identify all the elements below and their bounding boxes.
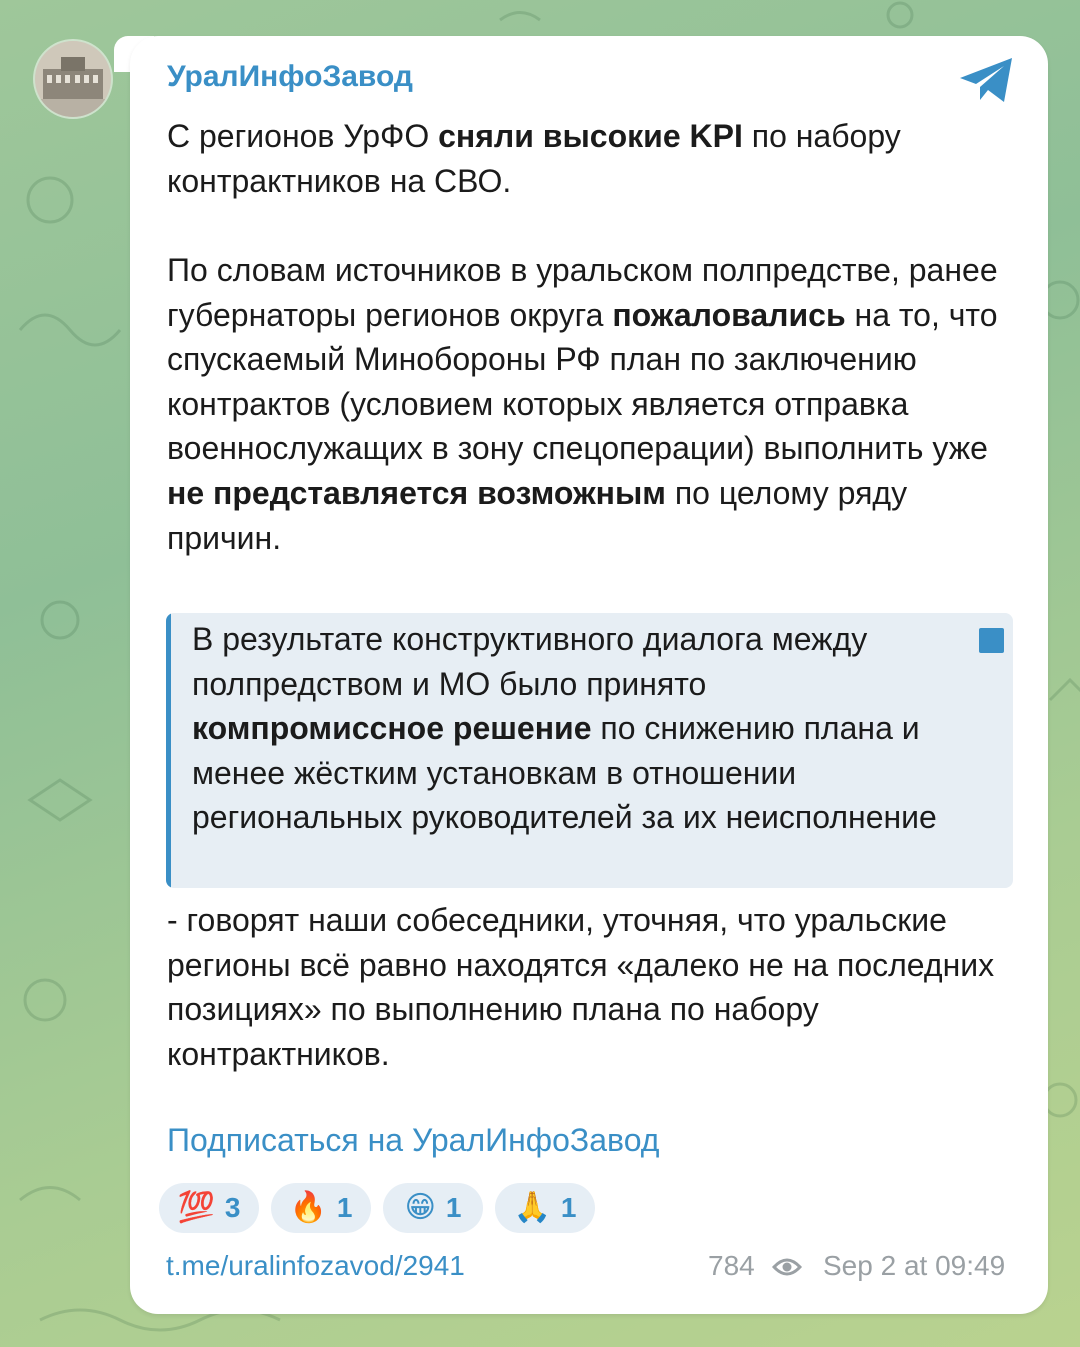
text-run: по набору контрактников на СВО. bbox=[167, 118, 901, 199]
bold-text-run: не представляется возможным bbox=[167, 474, 666, 511]
text-run: По словам источников в уральском полпредстве, ранее губернаторы регионов округа bbox=[167, 252, 998, 333]
channel-name[interactable]: УралИнфоЗавод bbox=[167, 60, 413, 93]
quote-icon bbox=[979, 628, 1004, 653]
hundred-points-icon: 💯 bbox=[177, 1191, 215, 1224]
post-paragraph-3 bbox=[167, 898, 1007, 1076]
text-run: - говорят наши собеседники, уточняя, что уральские регионы всё равно находятся «далеко не на последних позициях» по выполнению плана по набору контрактников. bbox=[167, 902, 995, 1072]
post-date: Sep 2 at 09:49 bbox=[823, 1250, 1006, 1281]
post-link[interactable]: t.me/uralinfozavod/2941 bbox=[166, 1250, 465, 1281]
reaction-chip[interactable] bbox=[495, 1183, 595, 1233]
post-paragraph-1 bbox=[167, 114, 1007, 203]
quote-bar bbox=[166, 613, 171, 888]
text-run: на то, что спускаемый Минобороны РФ план по заключению контрактов (условием которых является отправка военнослужащих в зону спецоперации) выполнить уже bbox=[167, 296, 998, 467]
eye-icon bbox=[772, 1256, 802, 1278]
text-run: по снижению плана и менее жёстким установкам в отношении региональных руководителей за их неисполнение bbox=[192, 710, 937, 836]
reaction-chip[interactable] bbox=[159, 1183, 259, 1233]
bold-text-run: компромиссное решение bbox=[192, 710, 592, 747]
subscribe-link[interactable]: Подписаться на УралИнфоЗавод bbox=[167, 1122, 660, 1158]
folded-hands-icon: 🙏 bbox=[513, 1191, 551, 1224]
telegram-icon[interactable] bbox=[958, 56, 1016, 106]
channel-avatar[interactable] bbox=[35, 41, 111, 117]
blockquote bbox=[166, 613, 1013, 888]
reaction-count: 1 bbox=[560, 1192, 577, 1223]
channel-avatar-building-icon bbox=[35, 41, 111, 117]
quote-text bbox=[192, 617, 962, 840]
reaction-chip[interactable] bbox=[271, 1183, 371, 1233]
bold-text-run: сняли высокие KPI bbox=[438, 118, 743, 154]
reaction-count: 1 bbox=[336, 1192, 353, 1223]
text-run: В результате конструктивного диалога между полпредством и МО было принято bbox=[192, 621, 868, 702]
view-count: 784 bbox=[708, 1250, 755, 1281]
text-run: по целому ряду причин. bbox=[167, 474, 908, 556]
reaction-count: 3 bbox=[224, 1192, 241, 1223]
bold-text-run: пожаловались bbox=[612, 296, 846, 333]
reaction-count: 1 bbox=[445, 1192, 462, 1223]
fire-icon: 🔥 bbox=[289, 1191, 327, 1224]
post-paragraph-2 bbox=[167, 248, 1007, 560]
reaction-chip[interactable] bbox=[383, 1183, 483, 1233]
text-run: С регионов УрФО bbox=[167, 118, 439, 154]
grinning-face-icon: 😁 bbox=[404, 1191, 436, 1224]
